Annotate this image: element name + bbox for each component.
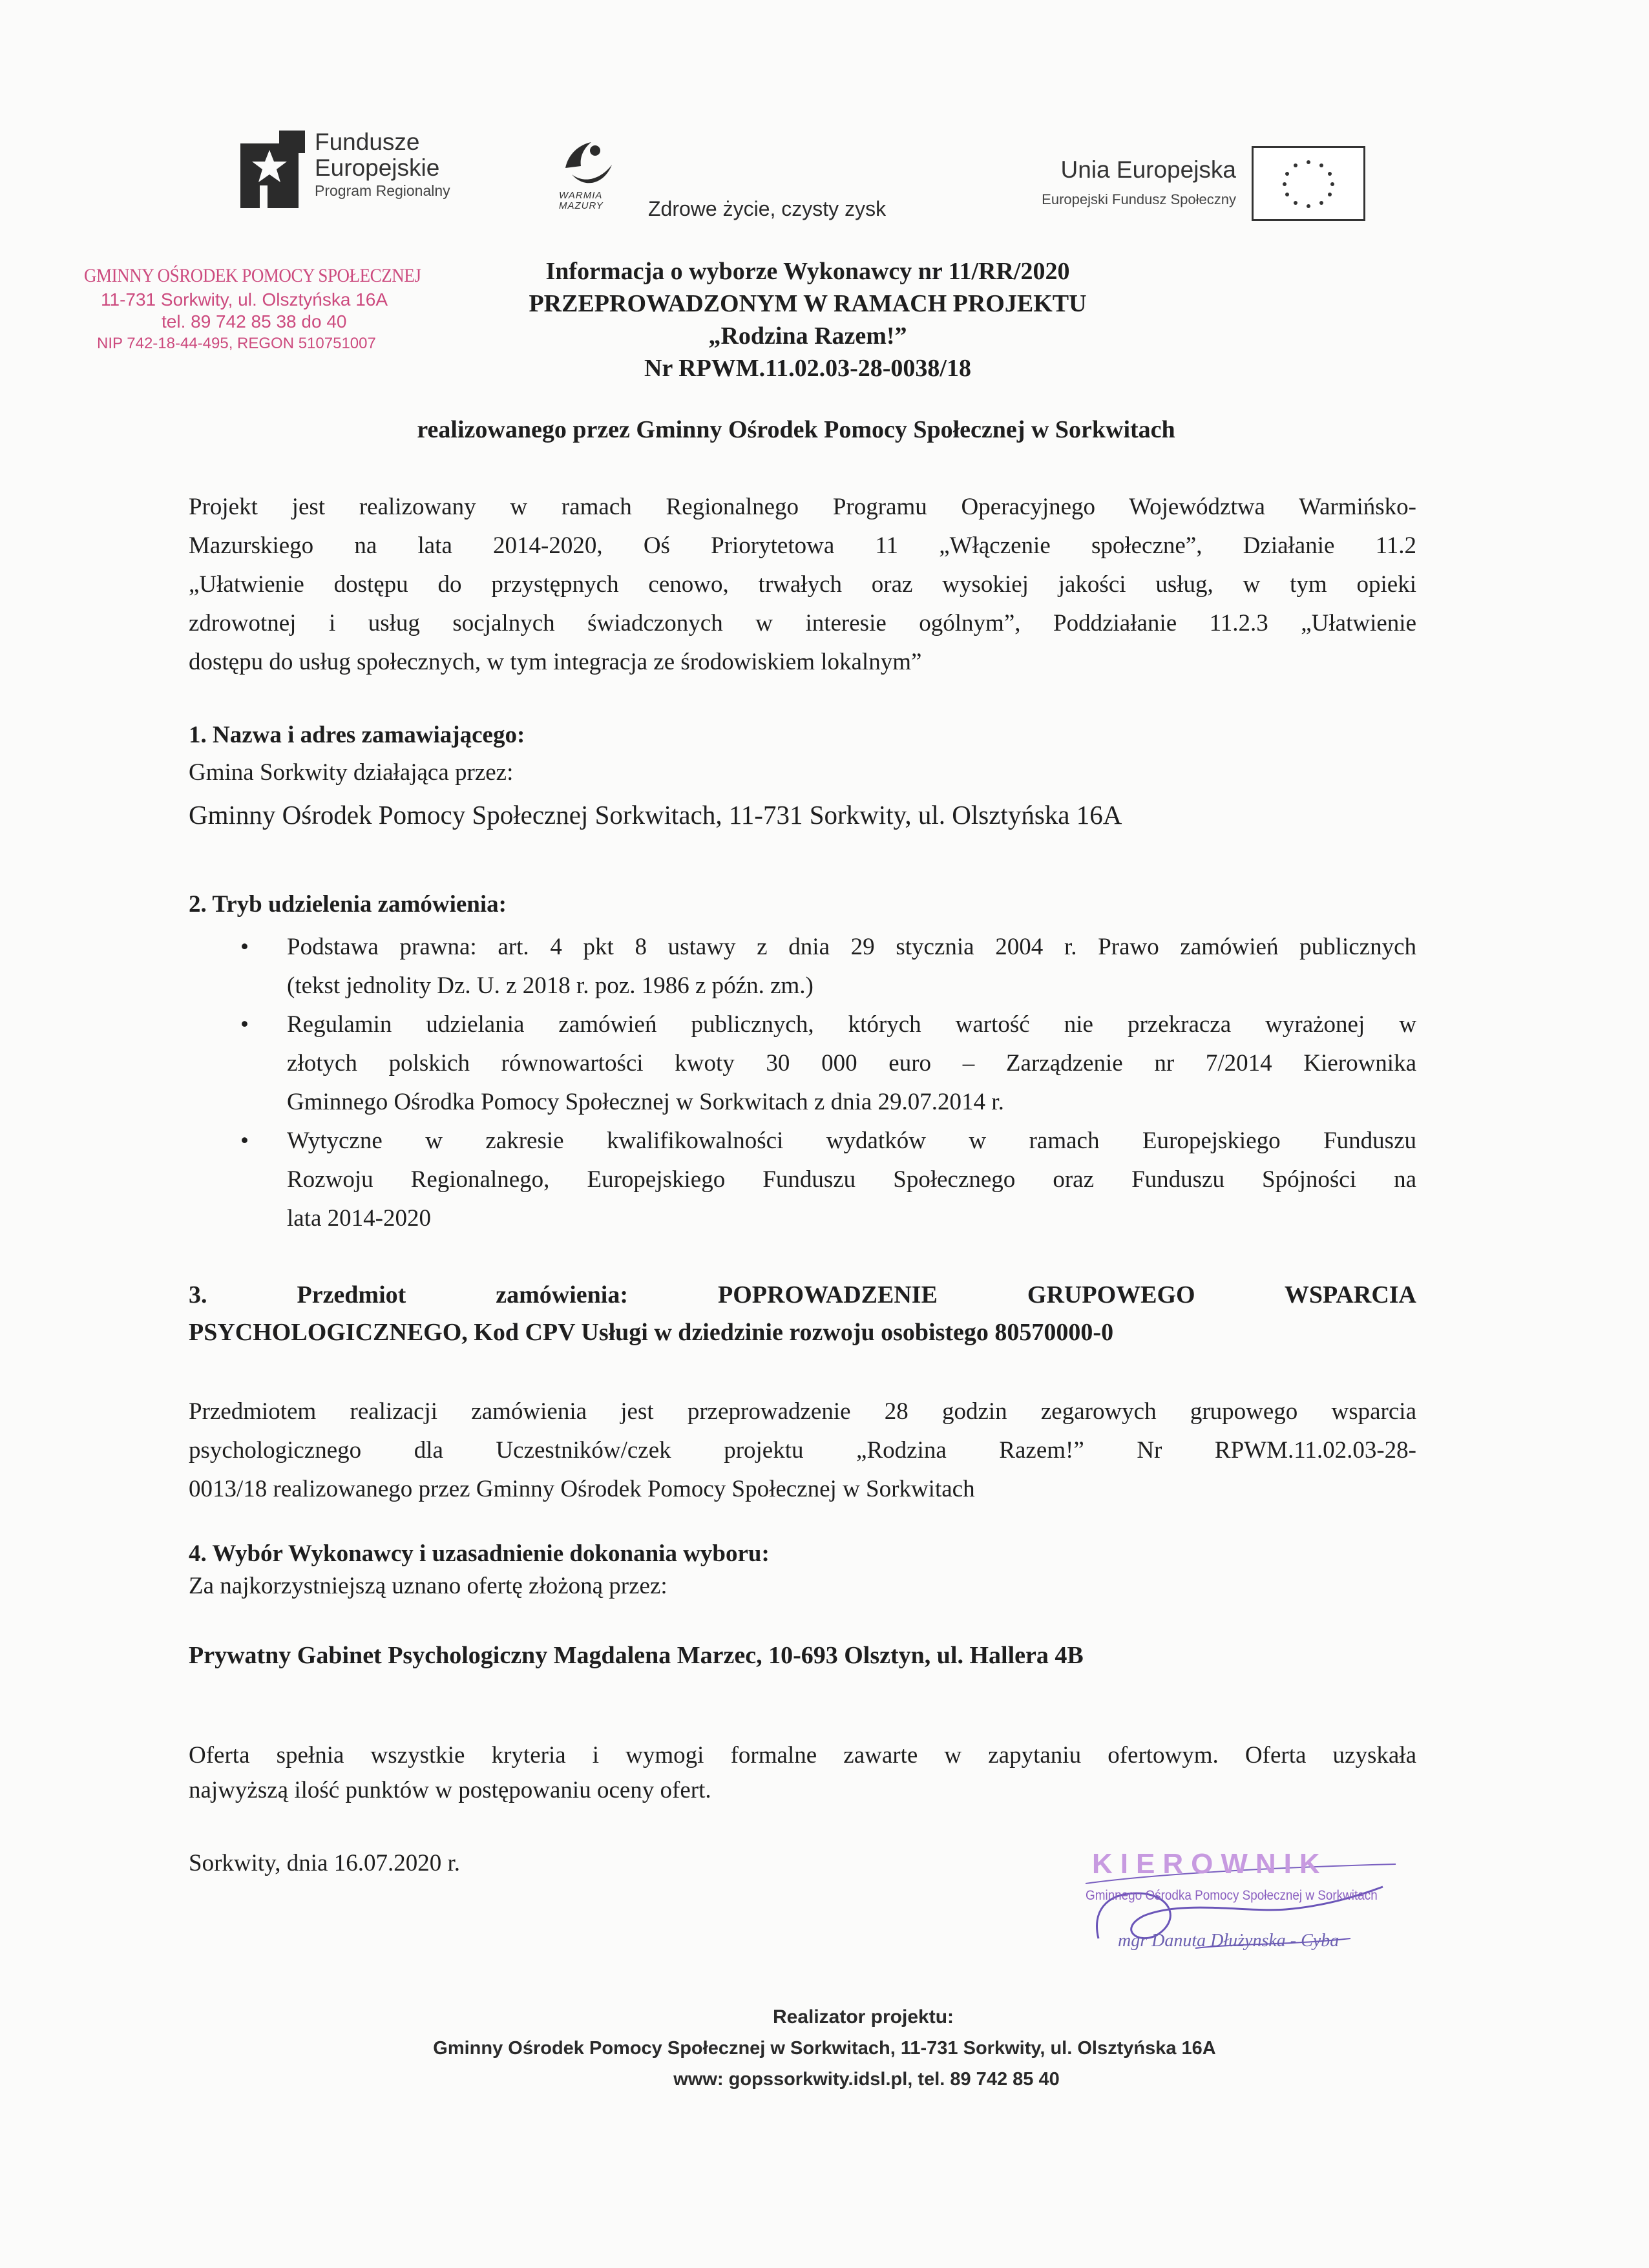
heading-line2: PRZEPROWADZONYM W RAMACH PROJEKTU [529,290,1087,317]
section-4-title: 4. Wybór Wykonawcy i uzasadnienie dokonania wyboru: [189,1540,770,1567]
section-3-title-line2: PSYCHOLOGICZNEGO, Kod CPV Usługi w dziedzinie rozwoju osobistego 80570000-0 [189,1319,1114,1346]
section-1-line2: Gminny Ośrodek Pomocy Społecznej Sorkwitach, 11-731 Sorkwity, ul. Olsztyńska 16A [189,800,1122,830]
heading-line5: realizowanego przez Gminny Ośrodek Pomocy Społecznej w Sorkwitach [417,416,1175,443]
closing-paragraph [189,1738,1416,1808]
bullet-line: (tekst jednolity Dz. U. z 2018 r. poz. 1986 z późn. zm.) [287,972,814,999]
fundusze-europejskie-logo [240,123,499,220]
warmia-mazury-logo [552,139,927,229]
signature-name: mgr Danuta Dłużynska - Cyba [1118,1931,1339,1951]
section-3-line: psychologicznego dla Uczestników/czek projektu „Rodzina Razem!” Nr RPWM.11.02.03-28- [189,1437,1416,1464]
wm-small-text: WARMIA MAZURY [559,190,604,211]
ue-title: Unia Europejska [1060,156,1236,183]
signature-stamp [1079,1848,1402,1958]
footer-line3: www: gopssorkwity.idsl.pl, tel. 89 742 85 40 [673,2069,1060,2090]
bullet-line: Podstawa prawna: art. 4 pkt 8 ustawy z dnia 29 stycznia 2004 r. Prawo zamówień publicznych [287,934,1416,960]
section-3-title [189,1276,1416,1351]
stamp-line4: NIP 742-18-44-495, REGON 510751007 [97,335,376,352]
bullet-line: Rozwoju Regionalnego, Europejskiego Funduszu Społecznego oraz Funduszu Spójności na [287,1166,1416,1193]
section-1-title: 1. Nazwa i adres zamawiającego: [189,722,525,748]
heading-line4: Nr RPWM.11.02.03-28-0038/18 [644,355,971,382]
intro-paragraph [189,488,1416,682]
bullet-icon: • [240,1011,249,1038]
section-1-line1: Gmina Sorkwity działająca przez: [189,759,514,786]
signature-subtitle: Gminnego Ośrodka Pomocy Społecznej w Sorkwitach [1086,1888,1378,1903]
bullet-line: złotych polskich równowartości kwoty 30 000 euro – Zarządzenie nr 7/2014 Kierownika [287,1050,1416,1076]
warmia-mazury-bird-icon [552,139,624,191]
footer-line1: Realizator projektu: [772,2006,954,2028]
section-3-title-line1: 3. Przedmiot zamówienia: POPROWADZENIE GRUPOWEGO WSPARCIA [189,1281,1416,1308]
bullet-line: Gminnego Ośrodka Pomocy Społecznej w Sorkwitach z dnia 29.07.2014 r. [287,1089,1004,1115]
place-date: Sorkwity, dnia 16.07.2020 r. [189,1850,461,1876]
signature-title: KIEROWNIK [1092,1848,1328,1880]
bullet-line: Regulamin udzielania zamówień publicznych, których wartość nie przekracza wyrażonej w [287,1011,1416,1038]
stamp-line2: 11-731 Sorkwity, ul. Olsztyńska 16A [101,289,388,310]
section-1 [189,717,1416,837]
section-2 [189,887,1416,1238]
heading-line1: Informacja o wyborze Wykonawcy nr 11/RR/2020 [545,258,1070,285]
footer [0,2002,1649,2095]
section-4-line1: Za najkorzystniejszą uznano ofertę złożoną przez: [189,1573,667,1599]
section-2-title: 2. Tryb udzielenia zamówienia: [189,891,507,918]
footer-line2: Gminny Ośrodek Pomocy Społecznej w Sorkwitach, 11-731 Sorkwity, ul. Olsztyńska 16A [433,2038,1216,2059]
ue-subtitle: Europejski Fundusz Społeczny [1042,191,1236,207]
intro-line: dostępu do usług społecznych, w tym integracja ze środowiskiem lokalnym” [189,649,922,675]
bullet-line: lata 2014-2020 [287,1205,431,1232]
wm-slogan: Zdrowe życie, czysty zysk [648,197,887,220]
eu-flag-icon [1252,146,1365,221]
intro-line: zdrowotnej i usług socjalnych świadczonych w interesie ogólnym”, Poddziałanie 11.2.3 „Ułatwienie [189,610,1416,636]
intro-line: „Ułatwienie dostępu do przystępnych cenowo, trwałych oraz wysokiej jakości usług, w tym opieki [189,571,1416,598]
fe-line1: Fundusze [315,129,420,155]
bullet-line: Wytyczne w zakresie kwalifikowalności wydatków w ramach Europejskiego Funduszu [287,1128,1416,1154]
heading-line3: „Rodzina Razem!” [708,322,907,350]
list-item [189,928,1416,1005]
bullet-icon: • [240,1128,249,1154]
bullet-icon: • [240,934,249,960]
fe-line2: Europejskie [315,154,440,181]
section-4 [189,1538,1416,1602]
closing-line: najwyższą ilość punktów w postępowaniu oceny ofert. [189,1777,711,1803]
document-heading [323,255,1292,384]
section-3-line: Przedmiotem realizacji zamówienia jest przeprowadzenie 28 godzin zegarowych grupowego wsparcia [189,1398,1416,1425]
stamp-line1: GMINNY OŚRODEK POMOCY SPOŁECZNEJ [84,265,421,286]
section-3-line: 0013/18 realizowanego przez Gminny Ośrodek Pomocy Społecznej w Sorkwitach [189,1476,975,1502]
list-item [189,1122,1416,1238]
fe-line3: Program Regionalny [315,182,450,199]
closing-line: Oferta spełnia wszystkie kryteria i wymogi formalne zawarte w zapytaniu ofertowym. Oferta uzyskała [189,1742,1416,1769]
stamp-line3: tel. 89 742 85 38 do 40 [162,311,347,331]
section-3-body [189,1392,1416,1509]
fundusze-europejskie-emblem-icon [240,131,305,211]
ue-logo [979,143,1367,227]
selected-contractor: Prywatny Gabinet Psychologiczny Magdalena Marzec, 10-693 Olsztyn, ul. Hallera 4B [189,1642,1084,1669]
intro-line: Projekt jest realizowany w ramach Regionalnego Programu Operacyjnego Województwa Warmińsko- [189,494,1416,520]
list-item [189,1005,1416,1122]
intro-line: Mazurskiego na lata 2014-2020, Oś Priorytetowa 11 „Włączenie społeczne”, Działanie 11.2 [189,532,1416,559]
